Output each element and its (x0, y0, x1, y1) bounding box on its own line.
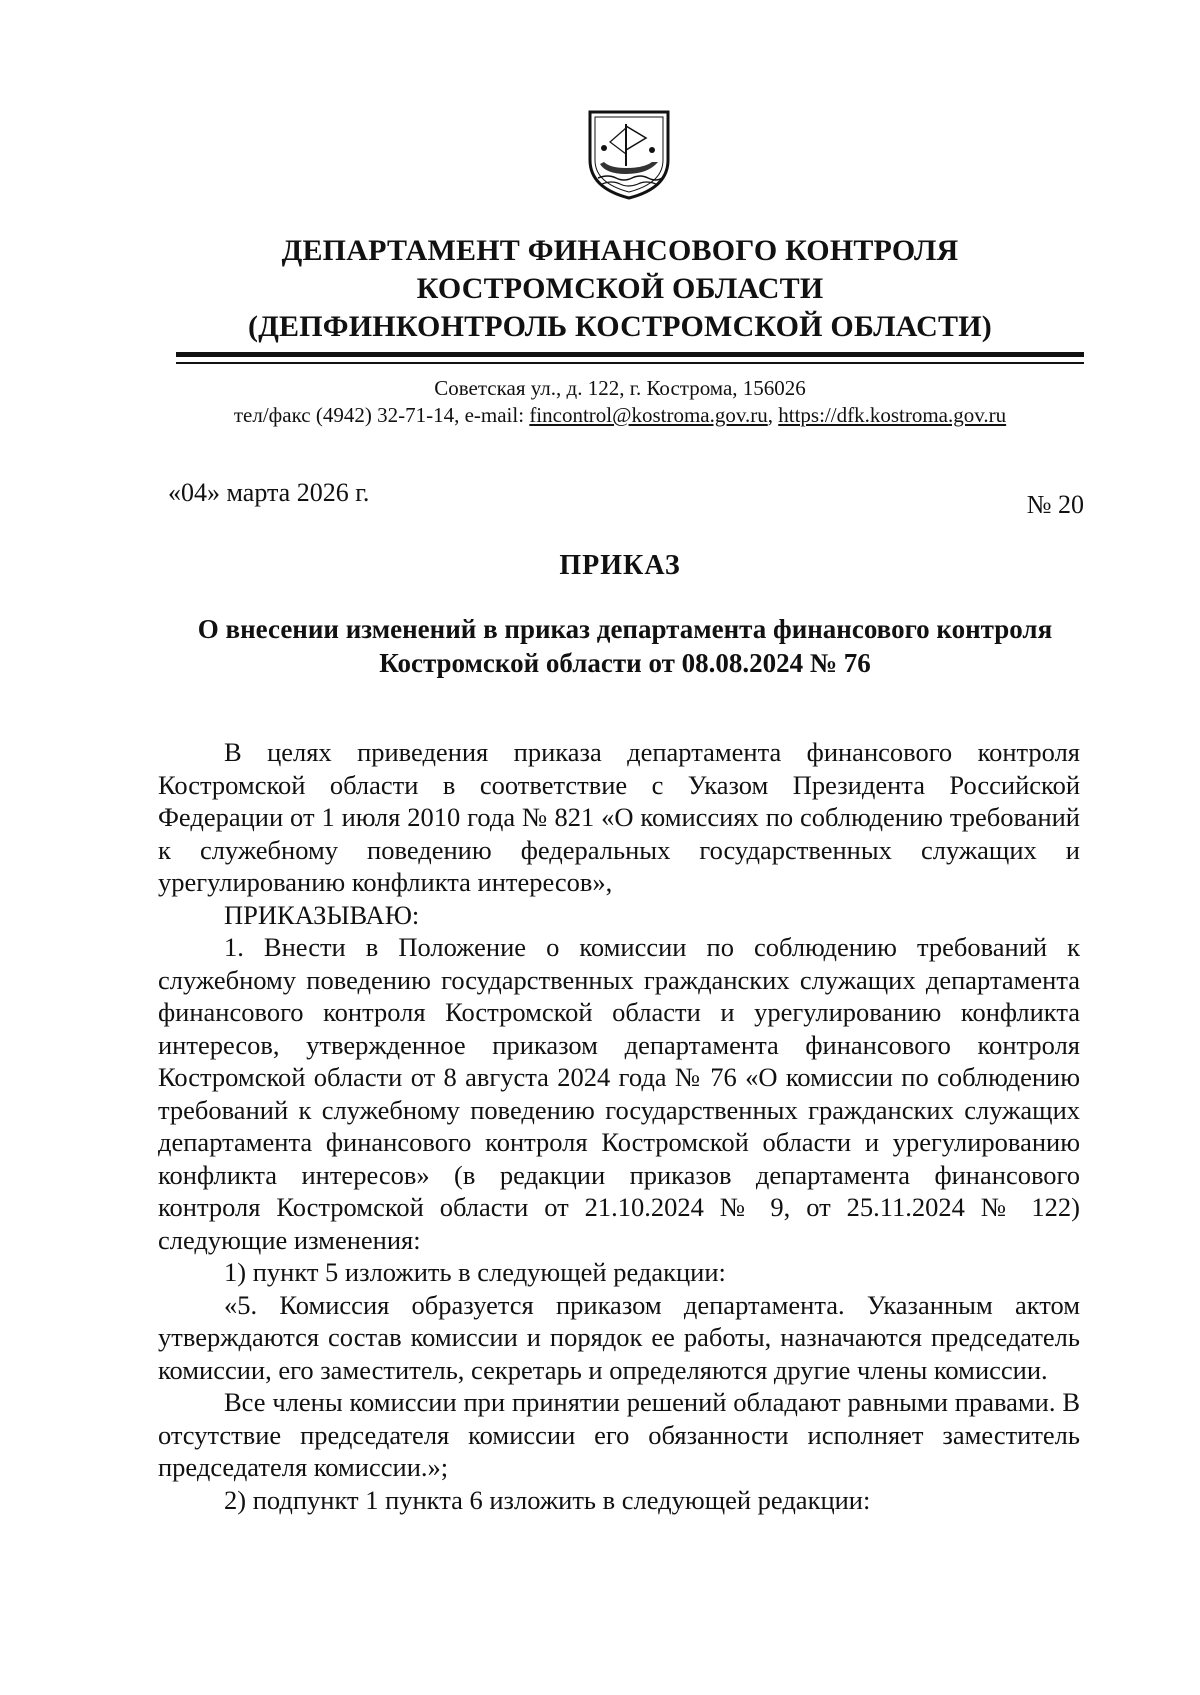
header-divider-thick (176, 352, 1084, 357)
org-name-line3: (ДЕПФИНКОНТРОЛЬ КОСТРОМСКОЙ ОБЛАСТИ) (248, 310, 992, 343)
email-link[interactable]: fincontrol@kostroma.gov.ru (529, 403, 768, 427)
body-paragraph-subitem2: 2) подпункт 1 пункта 6 изложить в следующей редакции: (224, 1484, 871, 1515)
body-paragraph-preamble: В целях приведения приказа департамента финансового контроля Костромской области в соответствие с Указом Президента Российской Федерации от 1 июля 2010 года № 821 «О комиссиях по соблюдению требований к служебному поведению федеральных государственных служащих и урегулированию конфликта интересов», (158, 737, 1080, 897)
body-paragraph-quote1: «5. Комиссия образуется приказом департамента. Указанным актом утверждаются состав комиссии и порядок ее работы, назначаются председатель комиссии, его заместитель, секретарь и определяются другие члены комиссии. (158, 1289, 1080, 1385)
document-body (158, 736, 1080, 1516)
postal-address: Советская ул., д. 122, г. Кострома, 156026 (434, 376, 806, 400)
contacts-separator: , (767, 403, 779, 427)
document-number: № 20 (1026, 490, 1084, 519)
subject-line2: Костромской области от 08.08.2024 № 76 (379, 648, 871, 678)
document-subject (170, 612, 1080, 680)
body-paragraph-item1: 1. Внести в Положение о комиссии по соблюдению требований к служебному поведению государственных гражданских служащих департамента финансового контроля Костромской области и урегулированию конфликта интересов, утвержденное приказом департамента финансового контроля Костромской области от 8 августа 2024 года № 76 «О комиссии по соблюдению требований к служебному поведению государственных гражданских служащих департамента финансового контроля Костромской области и урегулированию конфликта интересов» (в редакции приказов департамента финансового контроля Костромской области от 21.10.2024 № 9, от 25.11.2024 № 122) следующие изменения: (158, 932, 1080, 1255)
org-name-line1: ДЕПАРТАМЕНТ ФИНАНСОВОГО КОНТРОЛЯ (281, 234, 959, 267)
website-link[interactable]: https://dfk.kostroma.gov.ru (778, 403, 1007, 427)
phone-fax: тел/факс (4942) 32-71-14, e-mail: (233, 403, 530, 427)
body-paragraph-quote2: Все члены комиссии при принятии решений обладают равными правами. В отсутствие председателя комиссии его обязанности исполняет заместитель председателя комиссии.»; (158, 1387, 1080, 1482)
document-type: ПРИКАЗ (559, 550, 681, 581)
org-name-line2: КОСТРОМСКОЙ ОБЛАСТИ (416, 272, 824, 305)
contacts-line (150, 401, 1090, 429)
header-divider-thin (176, 362, 1084, 364)
body-paragraph-order: ПРИКАЗЫВАЮ: (224, 899, 420, 930)
document-date: «04» марта 2026 г. (168, 478, 370, 507)
organization-name (150, 232, 1090, 346)
coat-of-arms-emblem (586, 108, 672, 202)
subject-line1: О внесении изменений в приказ департамента финансового контроля (197, 614, 1053, 644)
body-paragraph-subitem1: 1) пункт 5 изложить в следующей редакции: (224, 1257, 726, 1287)
